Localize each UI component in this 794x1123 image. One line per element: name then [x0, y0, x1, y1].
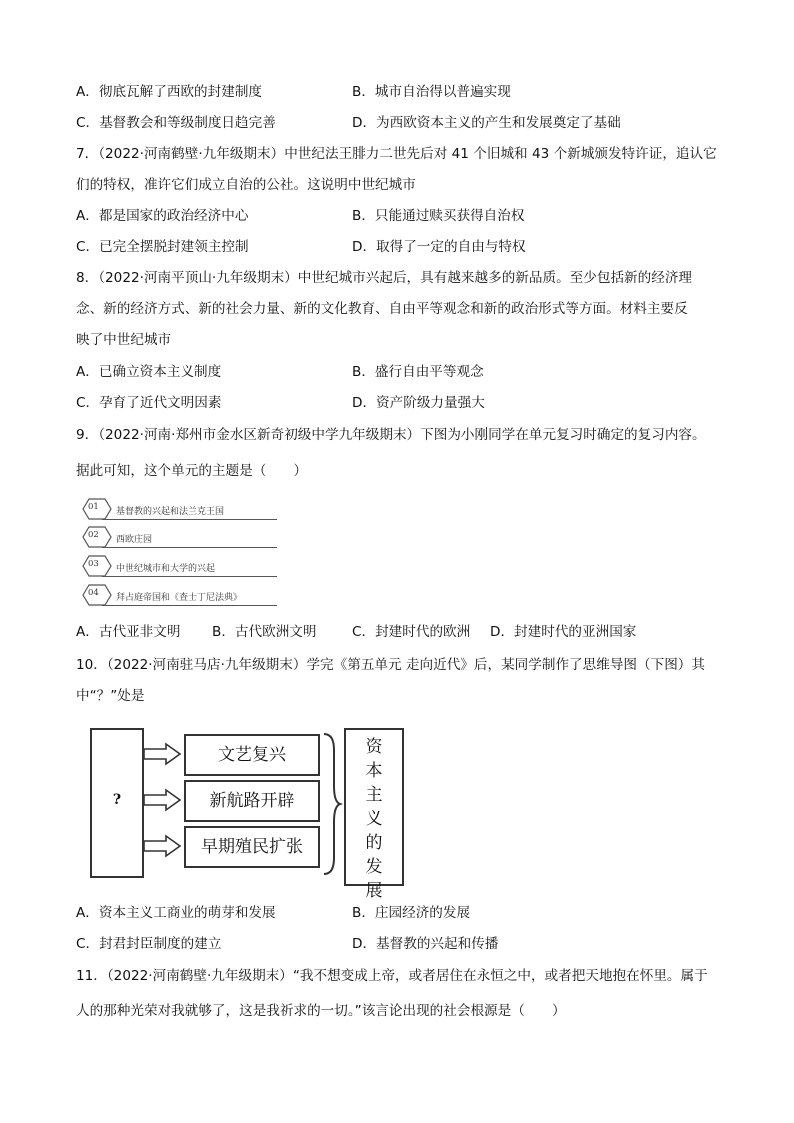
q10-stem-line1: 10．（2022·河南驻马店·九年级期末）学完《第五单元 走向近代》后，某同学制作了思维导图（下图）其: [76, 657, 705, 673]
q7-option-c: C．已完全摆脱封建领主控制: [76, 239, 249, 255]
outline-item: [82, 584, 277, 606]
q6-option-d: D．为西欧资本主义的产生和发展奠定了基础: [352, 115, 621, 131]
q7-stem-line1: 7．（2022·河南鹤壁·九年级期末）中世纪法王腓力二世先后对 41 个旧城和 43 个新城颁发特许证，追认它: [76, 146, 717, 162]
q10-stem-line2: 中“？”处是: [76, 688, 145, 704]
result-char: 展: [365, 881, 383, 901]
result-char: 发: [365, 857, 383, 877]
outline-text: 西欧庄园: [116, 535, 153, 545]
q9-stem-line1: 9．（2022·河南·郑州市金水区新奇初级中学九年级期末）下图为小刚同学在单元复习时确定的复习内容。: [76, 427, 706, 443]
outline-rule: [102, 547, 277, 548]
outline-rule: [102, 519, 277, 520]
q7-option-d: D．取得了一定的自由与特权: [352, 239, 526, 255]
q8-option-d: D．资产阶级力量强大: [352, 395, 485, 411]
outline-text: 拜占庭帝国和《查士丁尼法典》: [116, 593, 243, 603]
q7-option-b: B．只能通过赎买获得自治权: [352, 208, 525, 224]
q6-option-c: C．基督教会和等级制度日趋完善: [76, 115, 276, 131]
outline-text: 基督教的兴起和法兰克王国: [116, 507, 225, 517]
result-char: 本: [365, 761, 383, 781]
question-box: [90, 728, 144, 878]
q9-stem-line2: 据此可知，这个单元的主题是（ ）: [76, 463, 308, 479]
q9-option-b: B．古代欧洲文明: [212, 624, 317, 640]
q8-stem-line1: 8．（2022·河南平顶山·九年级期末）中世纪城市兴起后，具有越来越多的新品质。至少包括新的经济理: [76, 270, 693, 286]
outline-item: [82, 555, 277, 577]
question-mark: ?: [112, 792, 122, 808]
outline-number: 01: [88, 502, 99, 512]
q11-stem-line1: 11．（2022·河南鹤壁·九年级期末）“我不想变成上帝，或者居住在永恒之中，或者把天地抱在怀里。属于: [76, 968, 708, 984]
q10-option-a: A．资本主义工商业的萌芽和发展: [76, 905, 276, 921]
q7-stem-line2: 们的特权，准许它们成立自治的公社。这说明中世纪城市: [76, 177, 416, 193]
result-box: [344, 728, 404, 901]
result-char: 义: [365, 809, 383, 829]
q7-option-a: A．都是国家的政治经济中心: [76, 208, 249, 224]
q8-stem-line3: 映了中世纪城市: [76, 332, 172, 348]
result-char: 主: [365, 785, 383, 805]
q9-option-d: D．封建时代的亚洲国家: [490, 624, 637, 640]
q6-option-b: B．城市自治得以普遍实现: [352, 84, 511, 100]
outline-number: 04: [88, 588, 99, 598]
q8-option-b: B．盛行自由平等观念: [352, 364, 484, 380]
q9-option-a: A．古代亚非文明: [76, 624, 181, 640]
result-text: [346, 735, 402, 903]
q6-option-a: A．彻底瓦解了西欧的封建制度: [76, 84, 263, 100]
q10-option-b: B．庄园经济的发展: [352, 905, 471, 921]
outline-item: [82, 498, 277, 520]
outline-rule: [102, 605, 277, 606]
q8-stem-line2: 念、新的经济方式、新的社会力量、新的文化教育、自由平等观念和新的政治形式等方面。材料主要反: [76, 301, 688, 317]
outline-number: 02: [88, 530, 99, 540]
result-char: 资: [365, 737, 383, 757]
q8-option-a: A．已确立资本主义制度: [76, 364, 222, 380]
outline-item: [82, 526, 277, 548]
branch-box: 文艺复兴: [184, 734, 320, 776]
review-outline-figure: [82, 498, 277, 610]
q10-option-c: C．封君封臣制度的建立: [76, 936, 222, 952]
branch-box: 早期殖民扩张: [184, 826, 320, 868]
arrow-icon: [144, 744, 180, 856]
outline-number: 03: [88, 559, 99, 569]
result-char: 的: [365, 833, 383, 853]
outline-text: 中世纪城市和大学的兴起: [116, 564, 216, 574]
q9-option-c: C．封建时代的欧洲: [352, 624, 471, 640]
q11-stem-line2: 人的那种光荣对我就够了，这是我祈求的一切。”该言论出现的社会根源是（ ）: [76, 1003, 566, 1019]
q8-option-c: C．孕育了近代文明因素: [76, 395, 222, 411]
outline-rule: [102, 576, 277, 577]
q10-option-d: D．基督教的兴起和传播: [352, 936, 499, 952]
branch-box: 新航路开辟: [184, 780, 320, 822]
mind-map-figure: [88, 720, 408, 901]
